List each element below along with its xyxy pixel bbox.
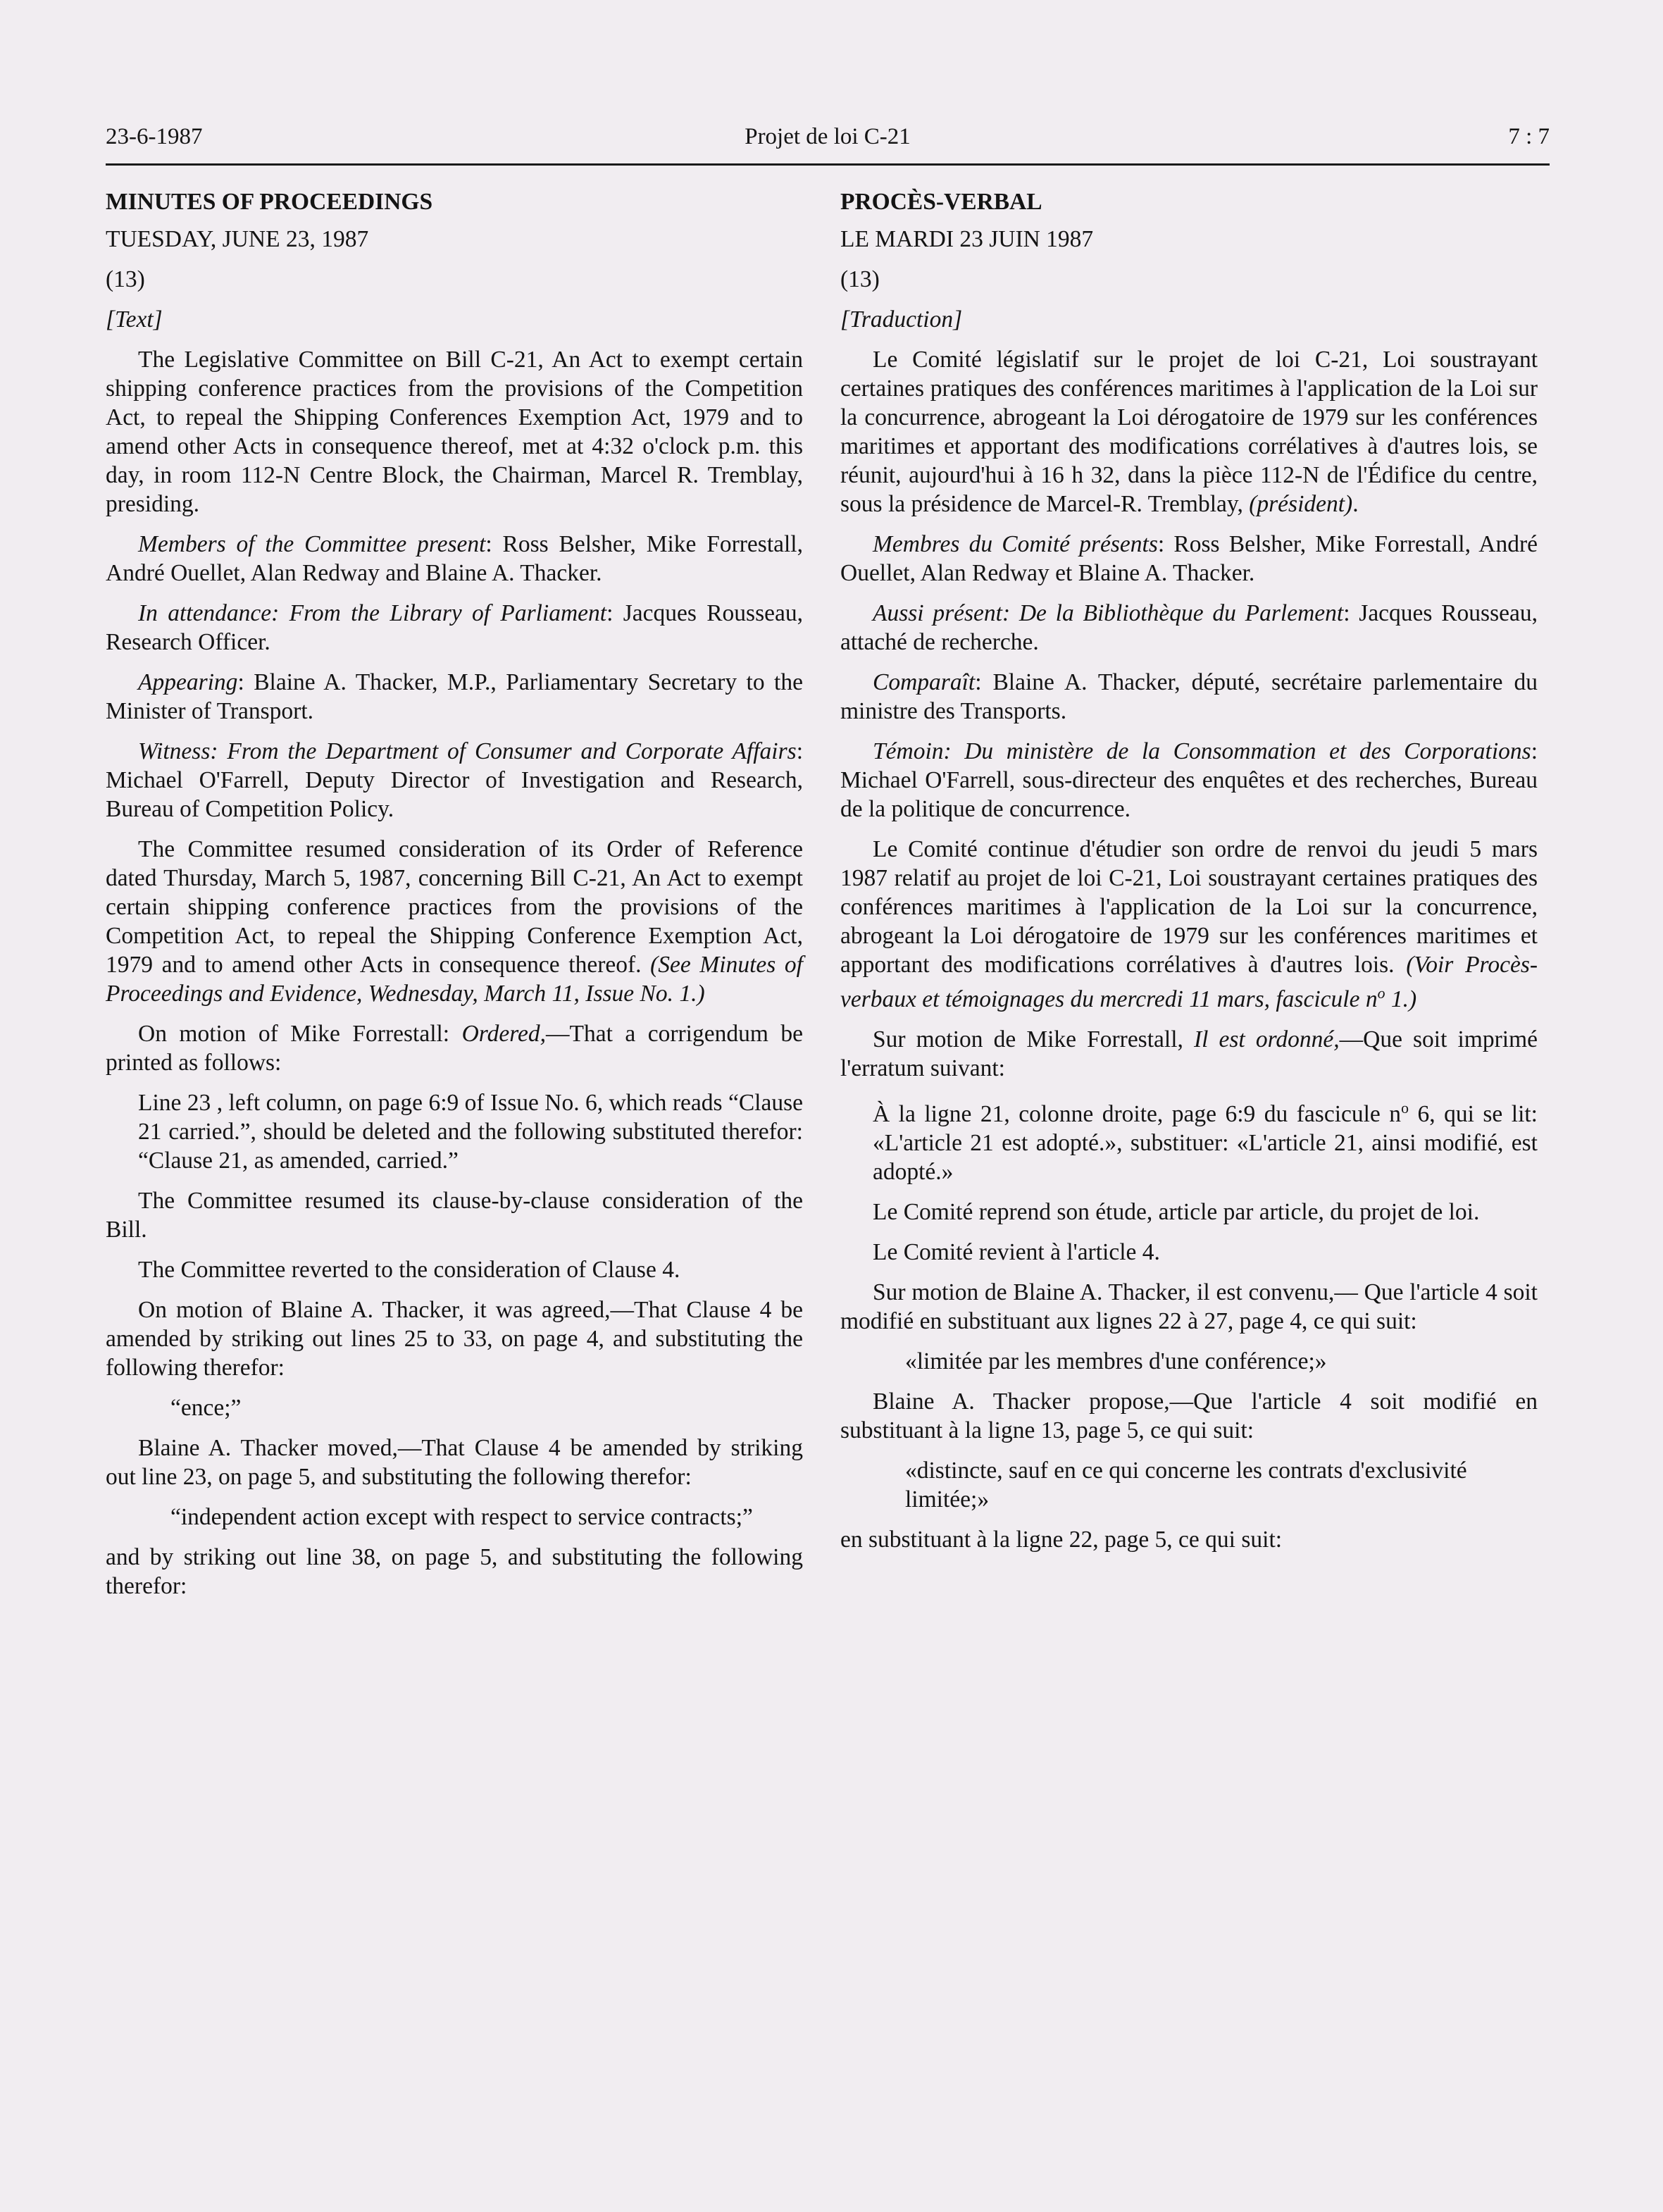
english-motion-thacker: On motion of Blaine A. Thacker, it was agreed,—That Clause 4 be amended by striking out lines 25 to 33, on page 4, and substituting the following therefor:: [106, 1297, 803, 1381]
french-motion-intro: Sur motion de Mike Forrestall,: [873, 1026, 1194, 1053]
french-motion-ordered: Il est ordonné,: [1193, 1026, 1340, 1053]
english-appearing-paragraph: [106, 668, 803, 726]
english-date: TUESDAY, JUNE 23, 1987: [106, 226, 369, 252]
english-witness-label: Witness: From the Department of Consumer and Corporate Affairs: [138, 738, 797, 764]
english-thacker-moved: Blaine A. Thacker moved,—That Clause 4 be amended by striking out line 23, on page 5, and substituting the following therefor:: [106, 1435, 803, 1490]
french-appearing-paragraph: [840, 668, 1538, 726]
french-members-label: Membres du Comité présents: [873, 531, 1158, 557]
french-date: LE MARDI 23 JUIN 1987: [840, 226, 1094, 252]
english-quote-independent: “independent action except with respect to service contracts;”: [170, 1504, 753, 1530]
french-clause-by-clause: Le Comité reprend son étude, article par article, du projet de loi.: [873, 1199, 1480, 1226]
english-motion-rest: —That a corrigendum be printed as follows:: [106, 1021, 803, 1076]
french-motion-paragraph: [840, 1025, 1538, 1083]
french-column: [840, 187, 1538, 1565]
french-motion-thacker: Sur motion de Blaine A. Thacker, il est convenu,— Que l'article 4 soit modifié en substituant aux lignes 22 à 27, page 4, ce qui suit:: [840, 1279, 1538, 1335]
english-witness-paragraph: [106, 737, 803, 824]
english-members-text: : Ross Belsher, Mike Forrestall, André Ouellet, Alan Redway and Blaine A. Thacker.: [106, 531, 803, 586]
french-witness-label: Témoin: Du ministère de la Consommation et des Corporations: [873, 738, 1531, 764]
french-opening-paragraph: Le Comité législatif sur le projet de loi C-21, Loi soustrayant certaines pratiques des conférences maritimes à l'application de la Loi sur la concurrence, abrogeant la Loi dérogatoire de 1979 sur les conférences maritimes et apportant des modifications corrélatives à d'autres lois, se réunit, aujourd'hui à 16 h 32, dans la pièce 112-N de l'Édifice du centre, sous la présidence de Marcel-R. Tremblay, (président).: [840, 347, 1538, 517]
english-column: [106, 187, 803, 1612]
french-corrigendum: [873, 1094, 1538, 1186]
running-head-title: Projet de loi C-21: [745, 124, 911, 149]
english-motion-ordered: Ordered,: [461, 1021, 546, 1047]
english-appearing-label: Appearing: [138, 669, 238, 695]
french-witness-paragraph: [840, 737, 1538, 824]
french-corrigendum-text: À la ligne 21, colonne droite, page 6:9 du fascicule n: [873, 1101, 1402, 1128]
english-attendance-label: In attendance: From the Library of Parliament: [138, 600, 607, 626]
english-resumed-reference: (See Minutes of Proceedings and Evidence, Wednesday, March 11, Issue No. 1.): [106, 952, 803, 1007]
french-translation-note: [Traduction]: [840, 306, 963, 333]
english-text-note: [Text]: [106, 306, 163, 333]
french-resumed-reference-superscript: o: [1377, 985, 1385, 1002]
french-resumed-paragraph: [840, 835, 1538, 1014]
english-clause-by-clause: The Committee resumed its clause-by-clause consideration of the Bill.: [106, 1188, 803, 1243]
french-members-text: : Ross Belsher, Mike Forrestall, André Ouellet, Alan Redway et Blaine A. Thacker.: [840, 531, 1538, 586]
english-motion-intro: On motion of Mike Forrestall:: [138, 1021, 462, 1047]
french-opening-role: (président): [1249, 491, 1353, 517]
french-opening-text: Le Comité législatif sur le projet de loi C-21, Loi soustrayant certaines pratiques des conférences maritimes à l'application de la Loi sur la concurrence, abrogeant la Loi dérogatoire de 1979 sur les conférences maritimes et apportant des modifications corrélatives à d'autres lois, se réunit, aujourd'hui à 16 h 32, dans la pièce 112-N de l'Édifice du centre, sous la présidence de Marcel-R. Tremblay,: [840, 347, 1538, 517]
french-resumed-text: Le Comité continue d'étudier son ordre de renvoi du jeudi 5 mars 1987 relatif au projet de loi C-21, Loi soustrayant certaines pratiques des conférences maritimes à l'application de la Loi sur la concurrence, abrogeant la Loi dérogatoire de 1979 sur les conférences maritimes et apportant des modifications corrélatives à d'autres lois.: [840, 836, 1538, 978]
french-thacker-moved: Blaine A. Thacker propose,—Que l'article 4 soit modifié en substituant à la ligne 13, page 5, ce qui suit:: [840, 1388, 1538, 1444]
english-resumed-paragraph: [106, 835, 803, 1008]
english-attendance-text: : Jacques Rousseau, Research Officer.: [106, 600, 803, 655]
french-heading: PROCÈS-VERBAL: [840, 189, 1042, 215]
english-striking-line-38: and by striking out line 38, on page 5, and substituting the following therefor:: [106, 1544, 803, 1599]
english-issue: (13): [106, 266, 145, 292]
french-attendance-label: Aussi présent: De la Bibliothèque du Parlement: [873, 600, 1344, 626]
french-resumed-reference-end: 1.): [1385, 986, 1417, 1013]
french-quote-distincte: «distincte, sauf en ce qui concerne les contrats d'exclusivité limitée;»: [905, 1458, 1467, 1513]
running-head-date: 23-6-1987: [106, 124, 203, 149]
french-issue: (13): [840, 266, 880, 292]
french-quote-limitee: «limitée par les membres d'une conférence;»: [905, 1348, 1327, 1375]
english-attendance-paragraph: [106, 599, 803, 657]
english-heading: MINUTES OF PROCEEDINGS: [106, 189, 433, 215]
french-motion-rest: —Que soit imprimé l'erratum suivant:: [840, 1026, 1538, 1082]
english-motion-paragraph: [106, 1019, 803, 1077]
french-appearing-text: : Blaine A. Thacker, député, secrétaire parlementaire du ministre des Transports.: [840, 669, 1538, 724]
english-witness-text: : Michael O'Farrell, Deputy Director of Investigation and Research, Bureau of Competition Policy.: [106, 738, 803, 822]
header-rule: [106, 163, 1550, 166]
french-appearing-label: Comparaît: [873, 669, 976, 695]
french-resumed-reference: (Voir Procès-verbaux et témoignages du mercredi 11 mars, fascicule n: [840, 952, 1538, 1013]
english-members-label: Members of the Committee present: [138, 531, 486, 557]
french-reverted: Le Comité revient à l'article 4.: [873, 1239, 1160, 1266]
english-opening-paragraph: The Legislative Committee on Bill C-21, An Act to exempt certain shipping conference practices from the provisions of the Competition Act, to repeal the Shipping Conferences Exemption Act, 1979 and to amend other Acts in consequence thereof, met at 4:32 o'clock p.m. this day, in room 112-N Centre Block, the Chairman, Marcel R. Tremblay, presiding.: [106, 347, 803, 517]
english-reverted: The Committee reverted to the consideration of Clause 4.: [138, 1257, 680, 1283]
running-head-page-number: 7 : 7: [1508, 124, 1550, 149]
french-members-paragraph: [840, 530, 1538, 588]
english-corrigendum: Line 23 , left column, on page 6:9 of Issue No. 6, which reads “Clause 21 carried.”, should be deleted and the following substituted therefor: “Clause 21, as amended, carried.”: [138, 1090, 803, 1174]
running-head: [106, 124, 1550, 159]
english-appearing-text: : Blaine A. Thacker, M.P., Parliamentary Secretary to the Minister of Transport.: [106, 669, 803, 724]
english-resumed-text: The Committee resumed consideration of its Order of Reference dated Thursday, March 5, 1987, concerning Bill C-21, An Act to exempt certain shipping conference practices from the provisions of the Competition Act, to repeal the Shipping Conference Exemption Act, 1979 and to amend other Acts in consequence thereof.: [106, 836, 803, 978]
french-attendance-text: : Jacques Rousseau, attaché de recherche.: [840, 600, 1538, 655]
english-members-paragraph: [106, 530, 803, 588]
french-substituting-line-22: en substituant à la ligne 22, page 5, ce qui suit:: [840, 1527, 1283, 1553]
english-quote-ence: “ence;”: [170, 1395, 242, 1421]
french-attendance-paragraph: [840, 599, 1538, 657]
french-corrigendum-superscript: o: [1401, 1100, 1409, 1117]
french-witness-text: : Michael O'Farrell, sous-directeur des enquêtes et des recherches, Bureau de la politique de concurrence.: [840, 738, 1538, 822]
french-corrigendum-end: 6, qui se lit: «L'article 21 est adopté.», substituer: «L'article 21, ainsi modifié, est adopté.»: [873, 1101, 1538, 1186]
